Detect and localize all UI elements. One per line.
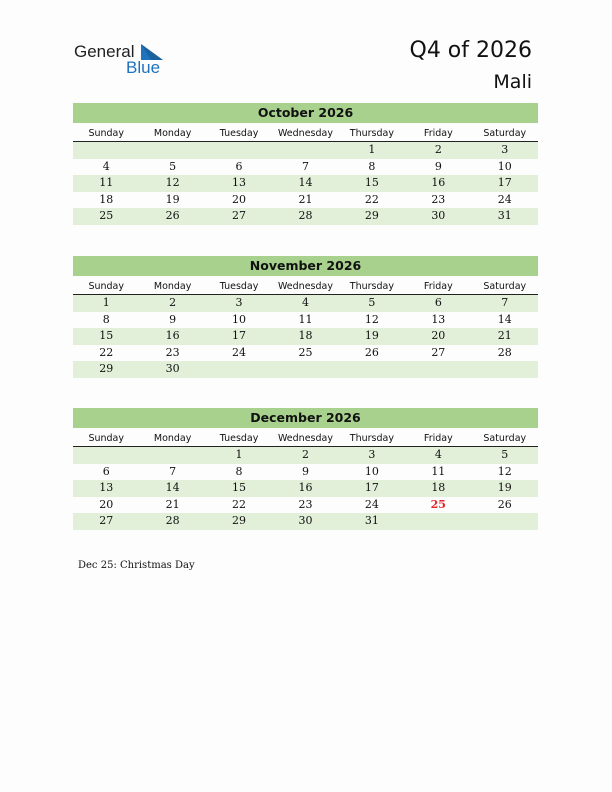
day-cell: 2 <box>301 448 309 461</box>
day-cell: 19 <box>364 329 379 342</box>
week-row <box>73 513 538 530</box>
day-cell: 25 <box>298 345 313 359</box>
day-cell: 28 <box>165 514 180 527</box>
weeks <box>73 295 538 378</box>
day-cell: 6 <box>434 296 442 309</box>
day-cell: 22 <box>364 192 379 206</box>
day-cell: 17 <box>497 176 512 189</box>
weekday-label: Thursday <box>349 128 394 139</box>
week-row <box>73 464 538 481</box>
day-cell: 18 <box>99 192 114 206</box>
weekday-header-row <box>73 279 538 295</box>
day-cell: 14 <box>298 176 313 189</box>
weeks <box>73 447 538 530</box>
day-cell: 16 <box>431 176 446 189</box>
day-cell: 9 <box>434 159 442 173</box>
day-cell: 30 <box>298 514 313 527</box>
month-title: December 2026 <box>73 408 538 428</box>
weekday-label: Thursday <box>349 281 394 292</box>
weekday-label: Sunday <box>88 128 124 139</box>
day-cell: 27 <box>99 514 114 527</box>
week-row <box>73 497 538 514</box>
day-cell: 19 <box>497 481 512 494</box>
day-cell: 20 <box>431 329 446 342</box>
day-cell: 12 <box>165 176 180 189</box>
day-cell: 14 <box>497 312 512 326</box>
day-cell: 6 <box>235 159 243 173</box>
day-cell: 27 <box>232 209 247 222</box>
day-cell: 15 <box>99 329 114 342</box>
day-cell: 18 <box>431 481 446 494</box>
logo-word-general: General <box>74 42 135 61</box>
day-cell: 4 <box>434 448 442 461</box>
day-cell: 10 <box>232 312 247 326</box>
weekday-label: Saturday <box>483 433 527 444</box>
day-cell: 30 <box>431 209 446 222</box>
day-cell: 24 <box>364 497 379 511</box>
day-cell: 1 <box>102 296 110 309</box>
day-cell <box>272 361 338 378</box>
day-cell: 5 <box>501 448 509 461</box>
month-calendar <box>73 408 538 530</box>
weekday-label: Saturday <box>483 128 527 139</box>
day-cell: 9 <box>169 312 177 326</box>
day-cell: 17 <box>232 329 247 342</box>
day-cell: 13 <box>431 312 446 326</box>
day-cell: 24 <box>497 192 512 206</box>
day-cell: 21 <box>497 329 512 342</box>
day-cell <box>73 142 139 159</box>
weeks <box>73 142 538 225</box>
holiday-notes: Dec 25: Christmas Day <box>78 560 195 571</box>
day-cell: 26 <box>497 497 512 511</box>
day-cell: 8 <box>235 464 243 478</box>
weekday-label: Sunday <box>88 433 124 444</box>
day-cell <box>339 361 405 378</box>
week-row <box>73 142 538 159</box>
day-cell <box>206 142 272 159</box>
day-cell: 24 <box>232 345 247 359</box>
day-cell: 22 <box>232 497 247 511</box>
weekday-label: Wednesday <box>277 433 333 444</box>
weekday-label: Tuesday <box>219 281 259 292</box>
week-row <box>73 312 538 329</box>
day-cell: 29 <box>364 209 379 222</box>
day-cell: 26 <box>165 209 180 222</box>
day-cell: 3 <box>235 296 243 309</box>
day-cell: 28 <box>497 345 512 359</box>
day-cell: 26 <box>364 345 379 359</box>
day-cell <box>405 361 471 378</box>
day-cell: 1 <box>368 143 376 156</box>
month-calendar <box>73 256 538 378</box>
day-cell <box>472 361 538 378</box>
weekday-label: Monday <box>153 128 192 139</box>
day-cell: 20 <box>232 192 247 206</box>
day-cell: 22 <box>99 345 114 359</box>
month-calendar <box>73 103 538 225</box>
weekday-label: Friday <box>423 128 453 139</box>
day-cell: 9 <box>301 464 309 478</box>
weekday-label: Friday <box>423 433 453 444</box>
day-cell <box>139 447 205 464</box>
weekday-label: Monday <box>153 433 192 444</box>
day-cell: 7 <box>501 296 509 309</box>
day-cell: 27 <box>431 345 446 359</box>
week-row <box>73 295 538 312</box>
day-cell <box>206 361 272 378</box>
day-cell: 13 <box>99 481 114 494</box>
day-cell: 31 <box>364 514 379 527</box>
day-cell: 13 <box>232 176 247 189</box>
day-cell: 8 <box>102 312 110 326</box>
day-cell: 15 <box>232 481 247 494</box>
day-cell: 25 <box>99 209 114 222</box>
holiday-day-cell: 25 <box>430 497 446 511</box>
day-cell: 16 <box>165 329 180 342</box>
week-row <box>73 328 538 345</box>
country-name: Mali <box>493 71 532 93</box>
day-cell <box>272 142 338 159</box>
weekday-label: Tuesday <box>219 128 259 139</box>
day-cell: 3 <box>501 143 509 156</box>
day-cell: 5 <box>169 159 177 173</box>
week-row <box>73 480 538 497</box>
month-title: October 2026 <box>73 103 538 123</box>
day-cell: 1 <box>235 448 243 461</box>
brand-logo <box>74 42 174 78</box>
day-cell: 10 <box>364 464 379 478</box>
day-cell: 4 <box>102 159 110 173</box>
weekday-label: Wednesday <box>277 128 333 139</box>
week-row <box>73 345 538 362</box>
day-cell: 6 <box>102 464 110 478</box>
week-row <box>73 208 538 225</box>
day-cell: 31 <box>497 209 512 222</box>
weekday-label: Monday <box>153 281 192 292</box>
day-cell: 11 <box>298 312 313 326</box>
day-cell: 23 <box>431 192 446 206</box>
day-cell: 30 <box>165 362 180 375</box>
month-title: November 2026 <box>73 256 538 276</box>
day-cell: 5 <box>368 296 376 309</box>
weekday-header-row <box>73 126 538 142</box>
day-cell: 18 <box>298 329 313 342</box>
week-row <box>73 192 538 209</box>
day-cell: 17 <box>364 481 379 494</box>
day-cell: 12 <box>497 464 512 478</box>
day-cell: 21 <box>165 497 180 511</box>
day-cell <box>73 447 139 464</box>
day-cell <box>139 142 205 159</box>
weekday-label: Saturday <box>483 281 527 292</box>
day-cell: 20 <box>99 497 114 511</box>
day-cell: 23 <box>165 345 180 359</box>
week-row <box>73 159 538 176</box>
day-cell: 11 <box>431 464 446 478</box>
weekday-label: Tuesday <box>219 433 259 444</box>
day-cell: 16 <box>298 481 313 494</box>
weekday-label: Thursday <box>349 433 394 444</box>
day-cell: 4 <box>301 296 309 309</box>
day-cell: 29 <box>99 362 114 375</box>
weekday-label: Wednesday <box>277 281 333 292</box>
week-row <box>73 175 538 192</box>
day-cell: 2 <box>169 296 177 309</box>
day-cell: 14 <box>165 481 180 494</box>
day-cell: 11 <box>99 176 114 189</box>
day-cell: 7 <box>169 464 177 478</box>
week-row <box>73 361 538 378</box>
day-cell: 3 <box>368 448 376 461</box>
day-cell <box>472 513 538 530</box>
logo-word-blue: Blue <box>126 58 161 77</box>
day-cell: 23 <box>298 497 313 511</box>
day-cell: 28 <box>298 209 313 222</box>
day-cell: 8 <box>368 159 376 173</box>
day-cell: 15 <box>364 176 379 189</box>
day-cell: 21 <box>298 192 313 206</box>
day-cell <box>405 513 471 530</box>
day-cell: 19 <box>165 192 180 206</box>
week-row <box>73 447 538 464</box>
day-cell: 12 <box>364 312 379 326</box>
weekday-header-row <box>73 431 538 447</box>
day-cell: 10 <box>497 159 512 173</box>
day-cell: 7 <box>301 159 309 173</box>
day-cell: 2 <box>434 143 442 156</box>
day-cell: 29 <box>232 514 247 527</box>
page-title: Q4 of 2026 <box>409 38 532 63</box>
weekday-label: Friday <box>423 281 453 292</box>
weekday-label: Sunday <box>88 281 124 292</box>
